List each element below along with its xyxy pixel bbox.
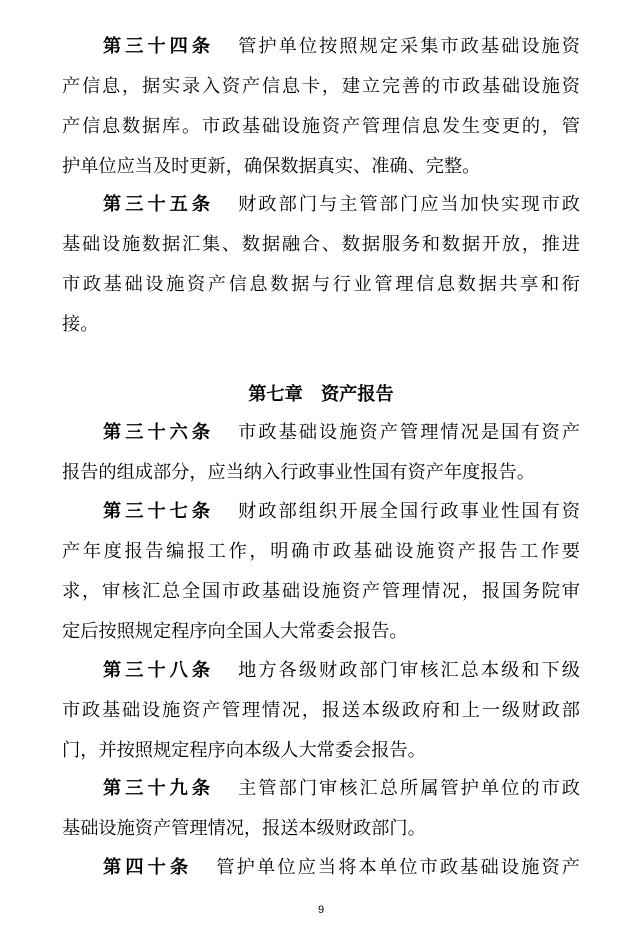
- article-39-line-2: 基础设施资产管理情况，报送本级财政部门。: [62, 818, 426, 839]
- article-38-text-1: 地方各级财政部门审核汇总本级和下级: [238, 660, 580, 681]
- article-36-label: 第三十六条: [103, 422, 215, 443]
- page-number: 9: [317, 904, 325, 916]
- article-40-label: 第四十条: [103, 857, 193, 878]
- chapter-heading: 第七章 资产报告: [248, 384, 394, 405]
- article-35-text-1: 财政部门与主管部门应当加快实现市政: [238, 194, 580, 215]
- article-35-line-3: 市政基础设施资产信息数据与行业管理信息数据共享和衔: [62, 274, 580, 295]
- article-34-label: 第三十四条: [103, 36, 215, 57]
- article-37-text-1: 财政部组织开展全国行政事业性国有资: [238, 501, 580, 522]
- article-37-line-2: 产年度报告编报工作，明确市政基础设施资产报告工作要: [62, 541, 580, 562]
- article-36-text-1: 市政基础设施资产管理情况是国有资产: [238, 422, 580, 443]
- article-35-line-4: 接。: [62, 314, 99, 335]
- article-34-text-1: 管护单位按照规定采集市政基础设施资: [238, 36, 580, 57]
- article-39-label: 第三十九条: [103, 778, 215, 799]
- article-37-line-1: [103, 497, 580, 527]
- article-36-line-2: 报告的组成部分，应当纳入行政事业性国有资产年度报告。: [62, 462, 535, 483]
- article-35-line-2: 基础设施数据汇集、数据融合、数据服务和数据开放，推进: [62, 234, 580, 255]
- article-40-text-1: 管护单位应当将本单位市政基础设施资产: [216, 857, 580, 878]
- article-38-line-2: 市政基础设施资产管理情况，报送本级政府和上一级财政部: [62, 700, 580, 721]
- article-34-line-2: 产信息，据实录入资产信息卡，建立完善的市政基础设施资: [62, 76, 580, 97]
- article-38-line-3: 门，并按照规定程序向本级人大常委会报告。: [62, 740, 426, 761]
- article-39-text-1: 主管部门审核汇总所属管护单位的市政: [238, 778, 580, 799]
- article-37-line-4: 定后按照规定程序向全国人大常委会报告。: [62, 621, 408, 642]
- article-37-line-3: 求，审核汇总全国市政基础设施资产管理情况，报国务院审: [62, 581, 580, 602]
- article-34-line-4: 护单位应当及时更新，确保数据真实、准确、完整。: [62, 156, 481, 177]
- article-40-line-1: [103, 853, 580, 883]
- article-36-line-1: [103, 418, 580, 448]
- article-35-line-1: [103, 190, 580, 220]
- article-38-line-1: [103, 656, 580, 686]
- article-39-line-1: [103, 774, 580, 804]
- article-34-line-3: 产信息数据库。市政基础设施资产管理信息发生变更的，管: [62, 116, 580, 137]
- article-35-label: 第三十五条: [103, 194, 215, 215]
- article-34-line-1: [103, 32, 580, 62]
- article-37-label: 第三十七条: [103, 501, 215, 522]
- article-38-label: 第三十八条: [103, 660, 215, 681]
